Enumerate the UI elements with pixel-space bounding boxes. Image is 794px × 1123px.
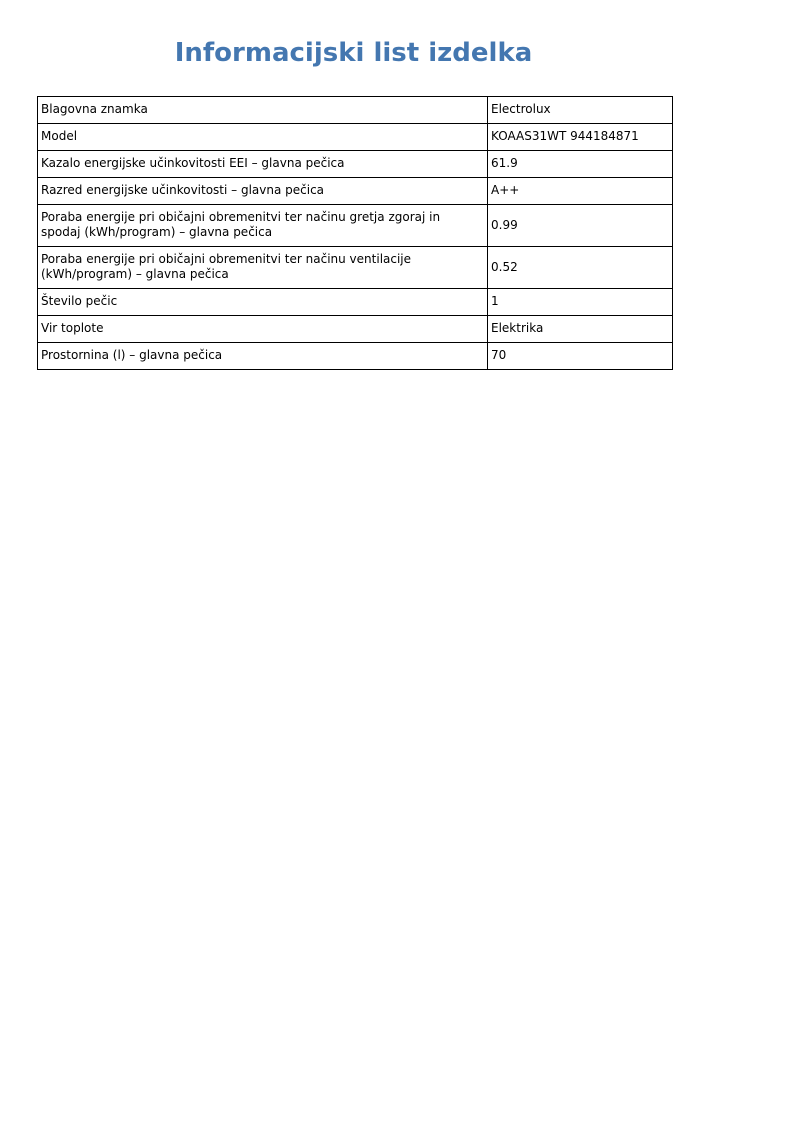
table-row bbox=[38, 151, 673, 178]
row-label-cell: Kazalo energijske učinkovitosti EEI – glavna pečica bbox=[38, 151, 488, 178]
document-content bbox=[37, 0, 670, 370]
row-value-cell: Elektrika bbox=[488, 316, 673, 343]
row-value-cell: 61.9 bbox=[488, 151, 673, 178]
row-value-cell: 1 bbox=[488, 289, 673, 316]
row-value-cell: A++ bbox=[488, 178, 673, 205]
row-label-cell: Blagovna znamka bbox=[38, 97, 488, 124]
page-title: Informacijski list izdelka bbox=[174, 38, 533, 68]
table-row bbox=[38, 178, 673, 205]
row-label-cell: Prostornina (l) – glavna pečica bbox=[38, 343, 488, 370]
product-info-table bbox=[37, 96, 673, 370]
table-row bbox=[38, 205, 673, 247]
product-info-table-body bbox=[38, 97, 673, 370]
row-value-cell: 0.52 bbox=[488, 247, 673, 289]
table-row bbox=[38, 316, 673, 343]
table-row bbox=[38, 124, 673, 151]
row-value-cell: 70 bbox=[488, 343, 673, 370]
table-row bbox=[38, 289, 673, 316]
row-label-cell: Število pečic bbox=[38, 289, 488, 316]
row-label-cell: Poraba energije pri običajni obremenitvi ter načinu ventilacije (kWh/program) – glavna pečica bbox=[38, 247, 488, 289]
row-label-cell: Vir toplote bbox=[38, 316, 488, 343]
row-value-cell: Electrolux bbox=[488, 97, 673, 124]
table-row bbox=[38, 343, 673, 370]
table-row bbox=[38, 97, 673, 124]
row-label-cell: Poraba energije pri običajni obremenitvi ter načinu gretja zgoraj in spodaj (kWh/program) – glavna pečica bbox=[38, 205, 488, 247]
row-label-cell: Razred energijske učinkovitosti – glavna pečica bbox=[38, 178, 488, 205]
row-label-cell: Model bbox=[38, 124, 488, 151]
row-value-cell: 0.99 bbox=[488, 205, 673, 247]
row-value-cell: KOAAS31WT 944184871 bbox=[488, 124, 673, 151]
table-row bbox=[38, 247, 673, 289]
